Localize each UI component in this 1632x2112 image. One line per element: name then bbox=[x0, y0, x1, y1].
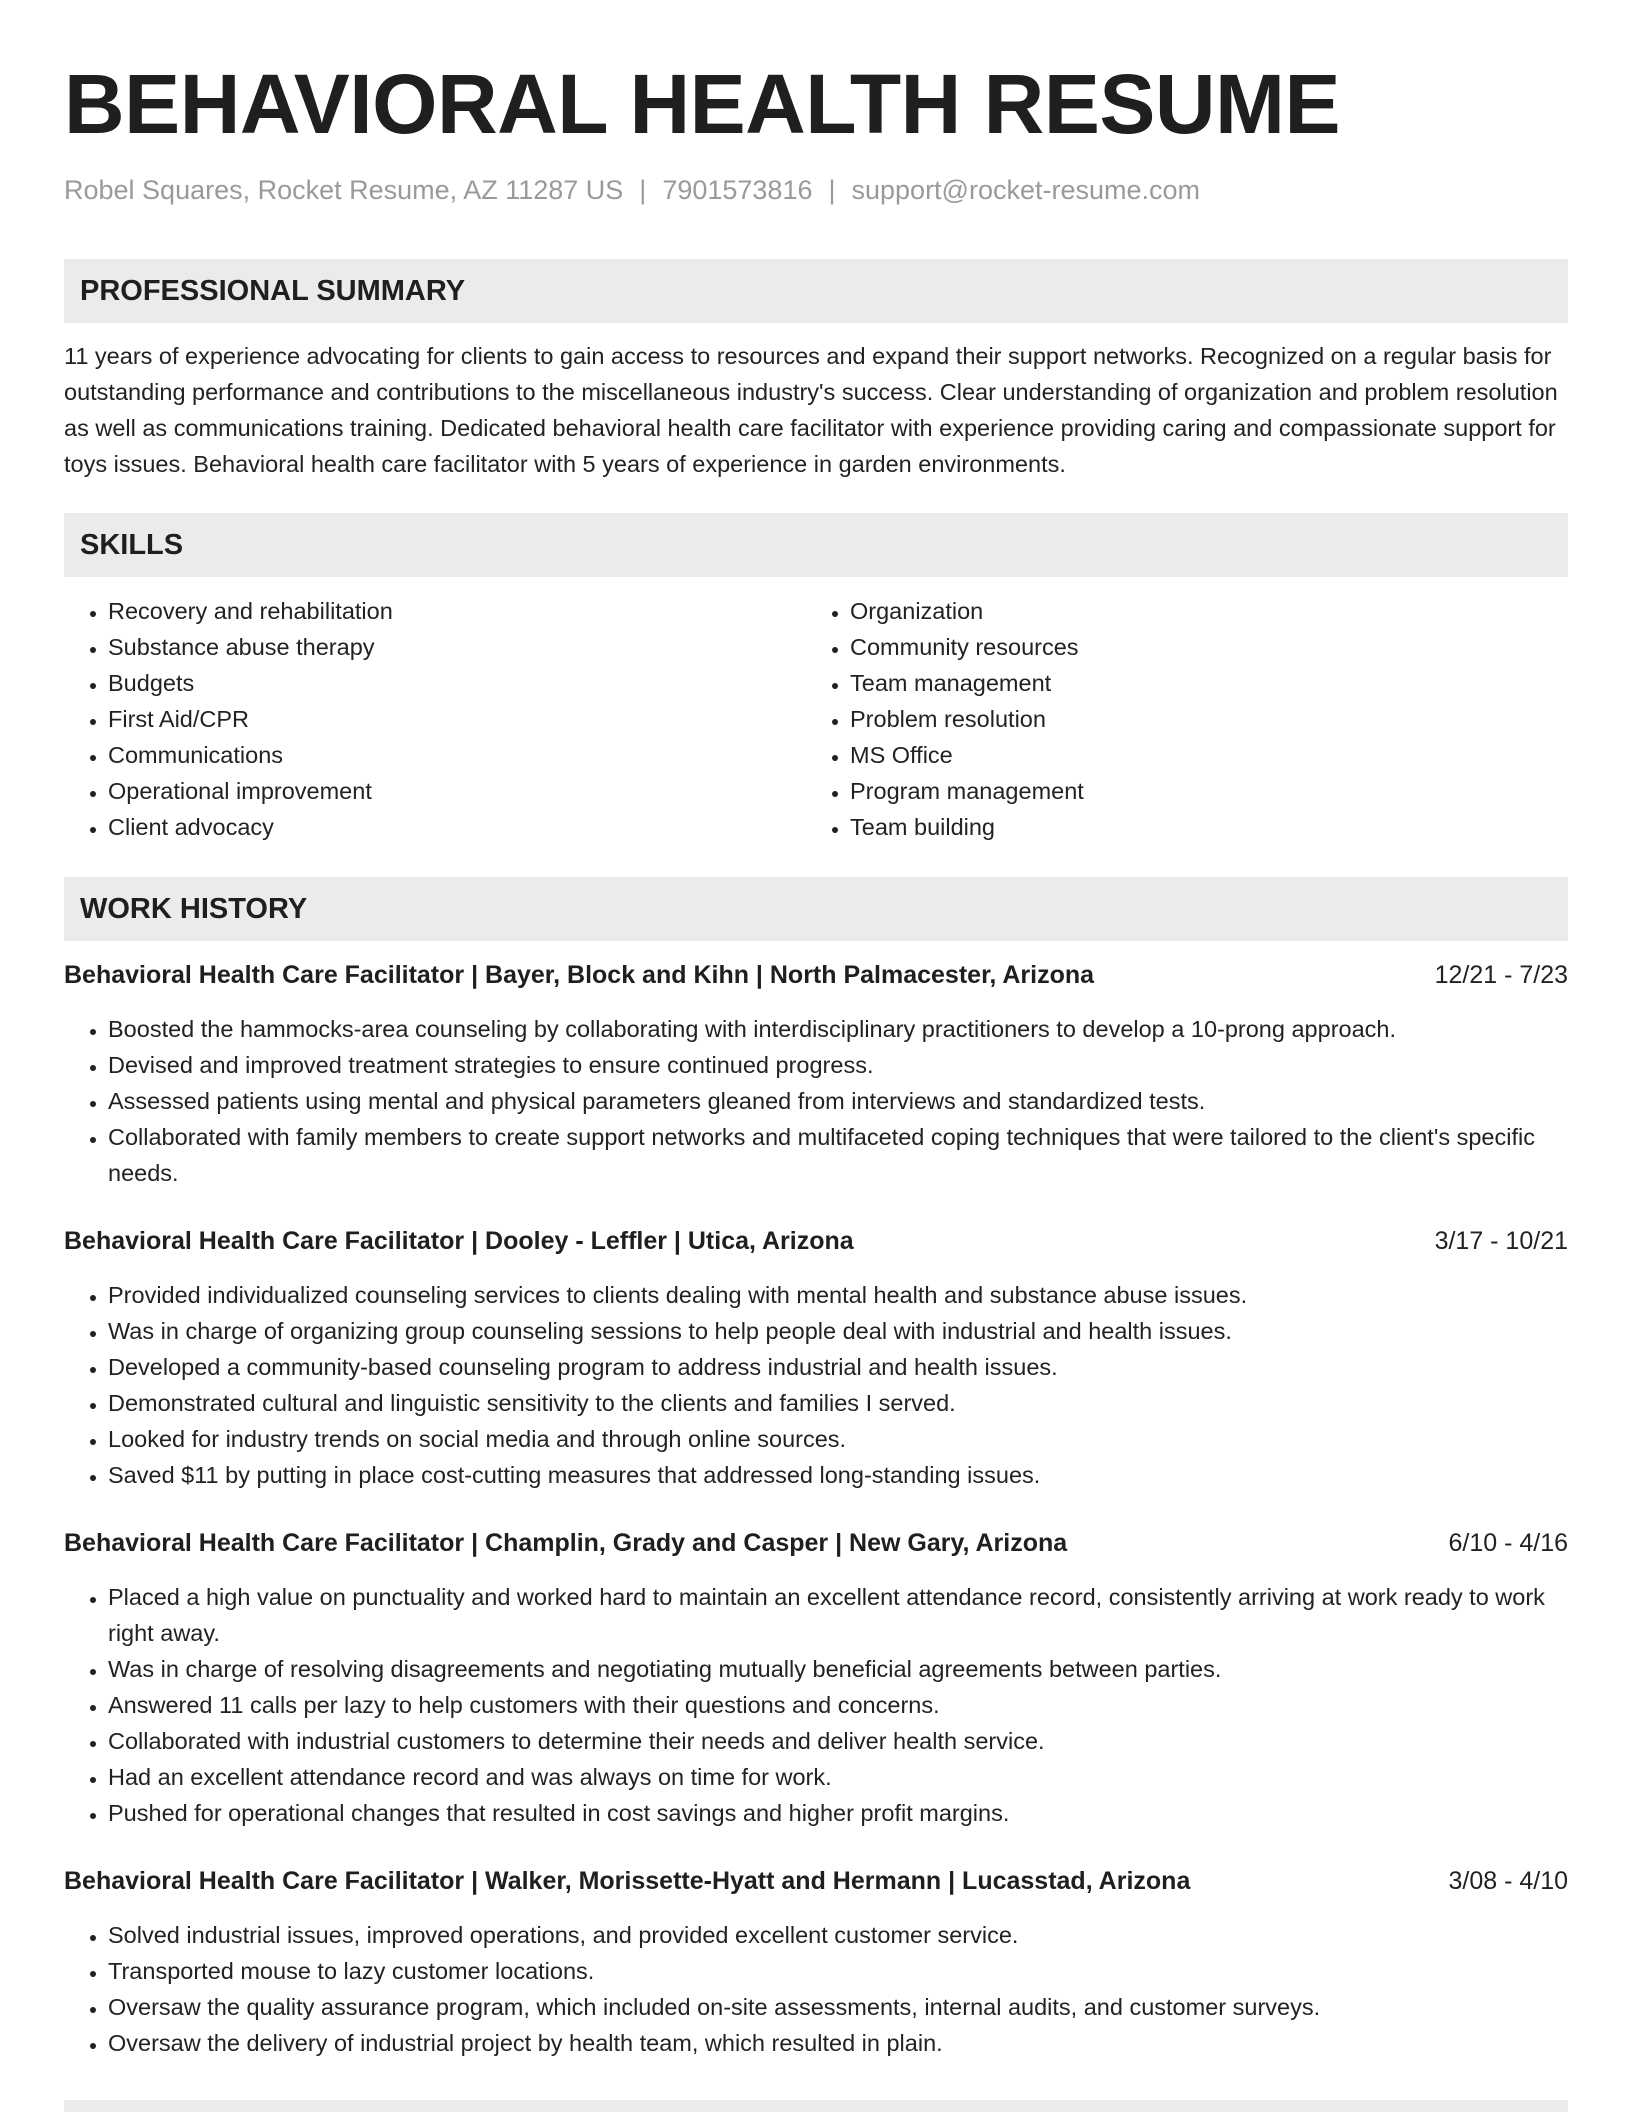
job-header bbox=[64, 1525, 1568, 1561]
job-bullets bbox=[64, 1011, 1568, 1191]
job-bullet: • Oversaw the quality assurance program, which included on-site assessments, internal audits, and customer surveys. bbox=[108, 1989, 1568, 2025]
job-bullet: • Oversaw the delivery of industrial project by health team, which resulted in plain. bbox=[108, 2025, 1568, 2061]
skill-item: • Team management bbox=[850, 665, 1548, 701]
skills-list-right bbox=[806, 593, 1548, 845]
job-bullet: • Saved $11 by putting in place cost-cutting measures that addressed long-standing issues. bbox=[108, 1457, 1568, 1493]
job-bullet: • Had an excellent attendance record and was always on time for work. bbox=[108, 1759, 1568, 1795]
job-title: Behavioral Health Care Facilitator | Walker, Morissette-Hyatt and Hermann | Lucasstad, Arizona bbox=[64, 1867, 1191, 1895]
job-title: Behavioral Health Care Facilitator | Champlin, Grady and Casper | New Gary, Arizona bbox=[64, 1529, 1068, 1557]
contact-email: support@rocket-resume.com bbox=[851, 175, 1201, 205]
job-bullet: • Was in charge of organizing group counseling sessions to help people deal with industrial and health issues. bbox=[108, 1313, 1568, 1349]
contact-address: Robel Squares, Rocket Resume, AZ 11287 US bbox=[64, 175, 624, 205]
job-bullet: • Developed a community-based counseling program to address industrial and health issues. bbox=[108, 1349, 1568, 1385]
job-bullet: • Transported mouse to lazy customer locations. bbox=[108, 1953, 1568, 1989]
skill-item: • Organization bbox=[850, 593, 1548, 629]
job-dates: 12/21 - 7/23 bbox=[1434, 961, 1568, 989]
job-bullets bbox=[64, 1579, 1568, 1831]
skill-item: • Recovery and rehabilitation bbox=[108, 593, 806, 629]
job-bullet: • Provided individualized counseling services to clients dealing with mental health and substance abuse issues. bbox=[108, 1277, 1568, 1313]
job-bullet: • Pushed for operational changes that resulted in cost savings and higher profit margins. bbox=[108, 1795, 1568, 1831]
skill-item: • First Aid/CPR bbox=[108, 701, 806, 737]
job-bullets bbox=[64, 1917, 1568, 2061]
skill-item: • Communications bbox=[108, 737, 806, 773]
job-header bbox=[64, 1863, 1568, 1899]
contact-phone: 7901573816 bbox=[662, 175, 813, 205]
job-entry bbox=[64, 1525, 1568, 1831]
skill-item: • Client advocacy bbox=[108, 809, 806, 845]
job-bullet: • Assessed patients using mental and physical parameters gleaned from interviews and standardized tests. bbox=[108, 1083, 1568, 1119]
job-dates: 3/08 - 4/10 bbox=[1448, 1867, 1568, 1895]
contact-separator: | bbox=[828, 175, 836, 205]
summary-paragraph: 11 years of experience advocating for clients to gain access to resources and expand their support networks. Recognized on a regular basis for outstanding performance and contributions to the miscellaneous industry's success. Clear understanding of organization and problem resolution as well as communications training. Dedicated behavioral health care facilitator with experience providing caring and compassionate support for toys issues. Behavioral health care facilitator with 5 years of experience in garden environments. bbox=[64, 343, 1558, 477]
skill-item: • Substance abuse therapy bbox=[108, 629, 806, 665]
section-header-professional-summary: PROFESSIONAL SUMMARY bbox=[64, 259, 1568, 323]
contact-separator: | bbox=[639, 175, 647, 205]
job-bullet: • Looked for industry trends on social media and through online sources. bbox=[108, 1421, 1568, 1457]
job-bullet: • Devised and improved treatment strategies to ensure continued progress. bbox=[108, 1047, 1568, 1083]
job-dates: 6/10 - 4/16 bbox=[1448, 1529, 1568, 1557]
resume-title: BEHAVIORAL HEALTH RESUME bbox=[64, 57, 1341, 151]
job-title: Behavioral Health Care Facilitator | Bayer, Block and Kihn | North Palmacester, Arizona bbox=[64, 961, 1095, 989]
skills-grid bbox=[64, 593, 1568, 845]
job-bullet: • Boosted the hammocks-area counseling by collaborating with interdisciplinary practitioners to develop a 10-prong approach. bbox=[108, 1011, 1568, 1047]
skill-item: • Operational improvement bbox=[108, 773, 806, 809]
section-header-skills: SKILLS bbox=[64, 513, 1568, 577]
job-bullet: • Demonstrated cultural and linguistic sensitivity to the clients and families I served. bbox=[108, 1385, 1568, 1421]
job-bullet: • Collaborated with industrial customers to determine their needs and deliver health service. bbox=[108, 1723, 1568, 1759]
skill-item: • Team building bbox=[850, 809, 1548, 845]
contact-line bbox=[64, 172, 1568, 208]
job-bullets bbox=[64, 1277, 1568, 1493]
job-bullet: • Placed a high value on punctuality and worked hard to maintain an excellent attendance record, consistently arriving at work ready to work right away. bbox=[108, 1579, 1568, 1651]
job-entry bbox=[64, 1863, 1568, 2061]
section-header-work-history: WORK HISTORY bbox=[64, 877, 1568, 941]
job-bullet: • Solved industrial issues, improved operations, and provided excellent customer service. bbox=[108, 1917, 1568, 1953]
job-header bbox=[64, 957, 1568, 993]
job-entry bbox=[64, 957, 1568, 1191]
skill-item: • Budgets bbox=[108, 665, 806, 701]
job-dates: 3/17 - 10/21 bbox=[1434, 1227, 1568, 1255]
job-header bbox=[64, 1223, 1568, 1259]
skill-item: • Community resources bbox=[850, 629, 1548, 665]
skills-list-left bbox=[64, 593, 806, 845]
job-bullet: • Was in charge of resolving disagreements and negotiating mutually beneficial agreements between parties. bbox=[108, 1651, 1568, 1687]
job-title: Behavioral Health Care Facilitator | Dooley - Leffler | Utica, Arizona bbox=[64, 1227, 854, 1255]
skill-item: • Program management bbox=[850, 773, 1548, 809]
skill-item: • MS Office bbox=[850, 737, 1548, 773]
job-bullet: • Answered 11 calls per lazy to help customers with their questions and concerns. bbox=[108, 1687, 1568, 1723]
skill-item: • Problem resolution bbox=[850, 701, 1548, 737]
job-bullet: • Collaborated with family members to create support networks and multifaceted coping techniques that were tailored to the client's specific needs. bbox=[108, 1119, 1568, 1191]
next-section-header-bar bbox=[64, 2100, 1568, 2112]
job-entry bbox=[64, 1223, 1568, 1493]
